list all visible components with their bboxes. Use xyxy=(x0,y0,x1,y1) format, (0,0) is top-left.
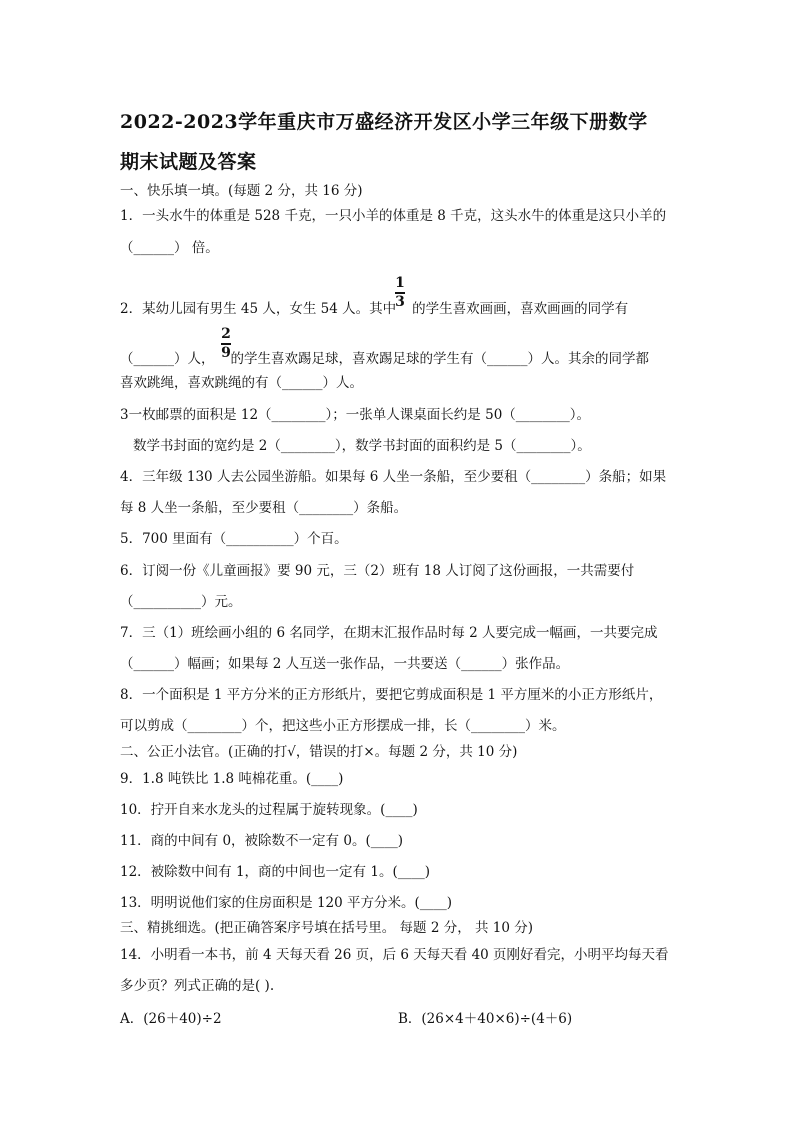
question-12: 12．被除数中间有 1，商的中间也一定有 1。(____) xyxy=(120,864,430,880)
question-14-line-1: 14．小明看一本书，前 4 天每天看 26 页，后 6 天每天看 40 页刚好看完，小明平均每天看 xyxy=(120,947,669,963)
question-2b-text-head: （______）人， xyxy=(120,351,215,367)
fraction-denominator: 9 xyxy=(221,344,231,361)
document-title-line-2: 期末试题及答案 xyxy=(120,151,257,173)
question-8-line-1: 8．一个面积是 1 平方分米的正方形纸片，要把它剪成面积是 1 平方厘米的小正方形纸片， xyxy=(120,687,663,703)
question-11: 11．商的中间有 0，被除数不一定有 0。(____) xyxy=(120,833,403,849)
question-2-text-tail: 的学生喜欢画画，喜欢画画的同学有 xyxy=(412,301,629,317)
fraction-two-ninths xyxy=(219,327,233,361)
question-10: 10．拧开自来水龙头的过程属于旋转现象。(____) xyxy=(120,802,418,818)
question-7-line-1: 7．三（1）班绘画小组的 6 名同学，在期末汇报作品时每 2 人要完成一幅画，一共要完成 xyxy=(120,625,658,641)
section-heading-multiple-choice: 三、精挑细选。(把正确答案序号填在括号里。 每题 2 分， 共 10 分) xyxy=(120,920,534,936)
option-b: B．(26×4＋40×6)÷(4＋6) xyxy=(398,1011,573,1027)
question-14-line-2: 多少页？列式正确的是( ). xyxy=(120,978,275,994)
question-4-line-2: 每 8 人坐一条船，至少要租（________）条船。 xyxy=(120,500,408,516)
fraction-numerator: 2 xyxy=(221,326,231,342)
option-a: A．(26＋40)÷2 xyxy=(120,1011,222,1027)
question-6-line-2: （__________）元。 xyxy=(120,594,242,610)
question-3-line-2: 数学书封面的宽约是 2（________），数学书封面的面积约是 5（________）。 xyxy=(133,438,591,454)
fraction-denominator: 3 xyxy=(395,293,405,310)
question-2b-text-tail: 的学生喜欢踢足球，喜欢踢足球的学生有（______）人。其余的同学都 xyxy=(230,351,649,367)
question-2-line-1 xyxy=(120,300,628,318)
document-title-line-1: 2022-2023学年重庆市万盛经济开发区小学三年级下册数学 xyxy=(120,111,648,133)
question-9: 9．1.8 吨铁比 1.8 吨棉花重。(____) xyxy=(120,771,344,787)
question-1-line-2: （______） 倍。 xyxy=(120,240,219,256)
question-3-line-1: 3一枚邮票的面积是 12（________）；一张单人课桌面长约是 50（________）。 xyxy=(120,407,591,423)
question-1-line-1: 1．一头水牛的体重是 528 千克，一只小羊的体重是 8 千克，这头水牛的体重是这只小羊的 xyxy=(120,208,667,224)
question-4-line-1: 4．三年级 130 人去公园坐游船。如果每 6 人坐一条船，至少要租（________）条船；如果 xyxy=(120,469,667,485)
question-7-line-2: （______）幅画；如果每 2 人互送一张作品，一共要送（______）张作品。 xyxy=(120,656,570,672)
fraction-numerator: 1 xyxy=(395,275,405,291)
question-6-line-1: 6．订阅一份《儿童画报》要 90 元，三（2）班有 18 人订阅了这份画报，一共需要付 xyxy=(120,563,635,579)
question-2-line-2 xyxy=(120,350,649,368)
question-2-text-head: 2．某幼儿园有男生 45 人，女生 54 人。其中 xyxy=(120,301,397,317)
question-13: 13．明明说他们家的住房面积是 120 平方分米。(____) xyxy=(120,895,453,911)
fraction-one-third xyxy=(393,276,407,310)
question-2-line-3: 喜欢跳绳，喜欢跳绳的有（______）人。 xyxy=(120,375,363,391)
question-8-line-2: 可以剪成（________）个，把这些小正方形摆成一排，长（________）米。 xyxy=(120,718,566,734)
question-5: 5．700 里面有（__________）个百。 xyxy=(120,531,348,547)
section-heading-fill-in: 一、快乐填一填。(每题 2 分，共 16 分) xyxy=(120,183,363,199)
section-heading-true-false: 二、公正小法官。(正确的打√，错误的打×。每题 2 分，共 10 分) xyxy=(120,744,518,760)
